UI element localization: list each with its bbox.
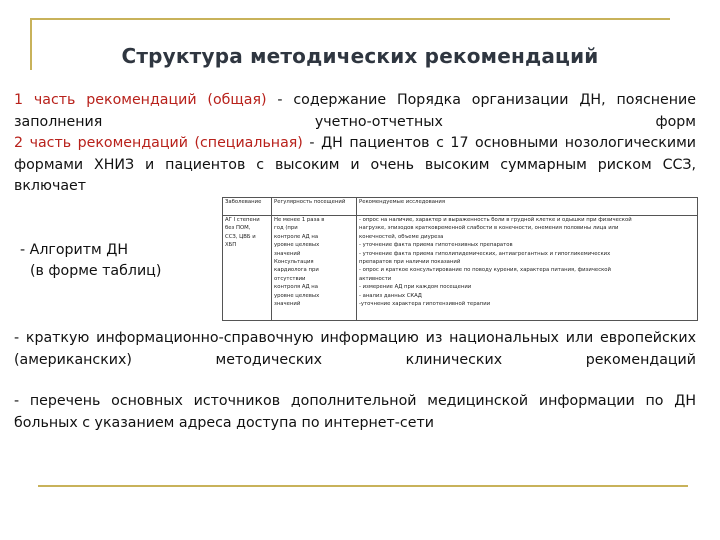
info-bullet-paragraph: - краткую информационно-справочную информацию из национальных или европейских (американских) методических клинических рекомендаций <box>14 330 696 368</box>
part1-text: - содержание Порядка организации ДН, пояснение заполнения учетно-отчетных форм <box>14 92 696 130</box>
cell-line: препаратов при наличии показаний <box>359 259 461 266</box>
cell-line: контроле АД на <box>274 233 319 240</box>
table-cell-visits <box>272 216 357 321</box>
cell-line: конечностей, объеме диуреза <box>359 233 444 240</box>
cell-line: - измерение АД при каждом посещении <box>359 284 472 291</box>
part1-label: 1 часть рекомендаций (общая) <box>14 92 267 108</box>
algorithm-line2: (в форме таблиц) <box>30 263 162 279</box>
frame-top-border <box>30 18 670 20</box>
cell-line: значений <box>274 301 301 308</box>
cell-line: активности <box>359 275 392 282</box>
part2-label: 2 часть рекомендаций (специальная) <box>14 135 303 151</box>
cell-line: контроля АД на <box>274 284 319 291</box>
table-row <box>223 216 698 321</box>
cell-line: значений <box>274 250 301 257</box>
slide-title: Структура методических рекомендаций <box>121 44 599 68</box>
table-cell-disease <box>223 216 272 321</box>
algorithm-label <box>20 240 161 282</box>
table-header-disease: Заболевание <box>223 198 272 216</box>
cell-line: кардиолога при <box>274 267 319 274</box>
table-header-visits: Регулярность посещений <box>272 198 357 216</box>
cell-line: отсутствии <box>274 275 306 282</box>
algorithm-table <box>222 197 698 321</box>
cell-line: ХБП <box>225 242 237 249</box>
table-header-studies: Рекомендуемые исследования <box>357 198 698 216</box>
part1-paragraph <box>14 90 696 133</box>
cell-line: уровне целевых <box>274 292 320 299</box>
cell-line: без ПОМ, <box>225 225 251 232</box>
cell-line: год (при <box>274 225 298 232</box>
cell-line: -уточнение характера гипотензивной терапии <box>359 301 491 308</box>
cell-line: ССЗ, ЦВБ и <box>225 233 256 240</box>
frame-bottom-border <box>38 485 688 487</box>
cell-line: - уточнение факта приема гипотензивных препаратов <box>359 242 513 249</box>
table-header-row <box>223 198 698 216</box>
part2-paragraph <box>14 133 696 198</box>
cell-line: - уточнение факта приема гиполипидемических, антиагрегантных и гипогликемических <box>359 250 611 257</box>
cell-line: нагрузке, эпизодов кратковременной слабости в конечности, онемения половины лица или <box>359 225 619 232</box>
cell-line: Не менее 1 раза в <box>274 217 325 223</box>
cell-line: АГ I степени <box>225 217 260 223</box>
cell-line: Консультация <box>274 259 314 266</box>
part2-text: - ДН пациентов с 17 основными нозологическими формами ХНИЗ и пациентов с высоким и очень высоким суммарным риском ССЗ, включает <box>14 135 697 194</box>
cell-line: - анализ данных СКАД <box>359 292 422 299</box>
cell-line: - опрос и краткое консультирование по поводу курения, характера питания, физической <box>359 267 611 274</box>
algorithm-line1: - Алгоритм ДН <box>20 242 128 258</box>
cell-line: - опрос на наличие, характер и выраженность боли в грудной клетке и одышки при физической <box>359 217 632 223</box>
table-cell-studies <box>357 216 698 321</box>
cell-line: уровне целевых <box>274 242 320 249</box>
sources-bullet-paragraph: - перечень основных источников дополнительной медицинской информации по ДН больных с указанием адреса доступа по интернет-сети <box>14 393 696 431</box>
